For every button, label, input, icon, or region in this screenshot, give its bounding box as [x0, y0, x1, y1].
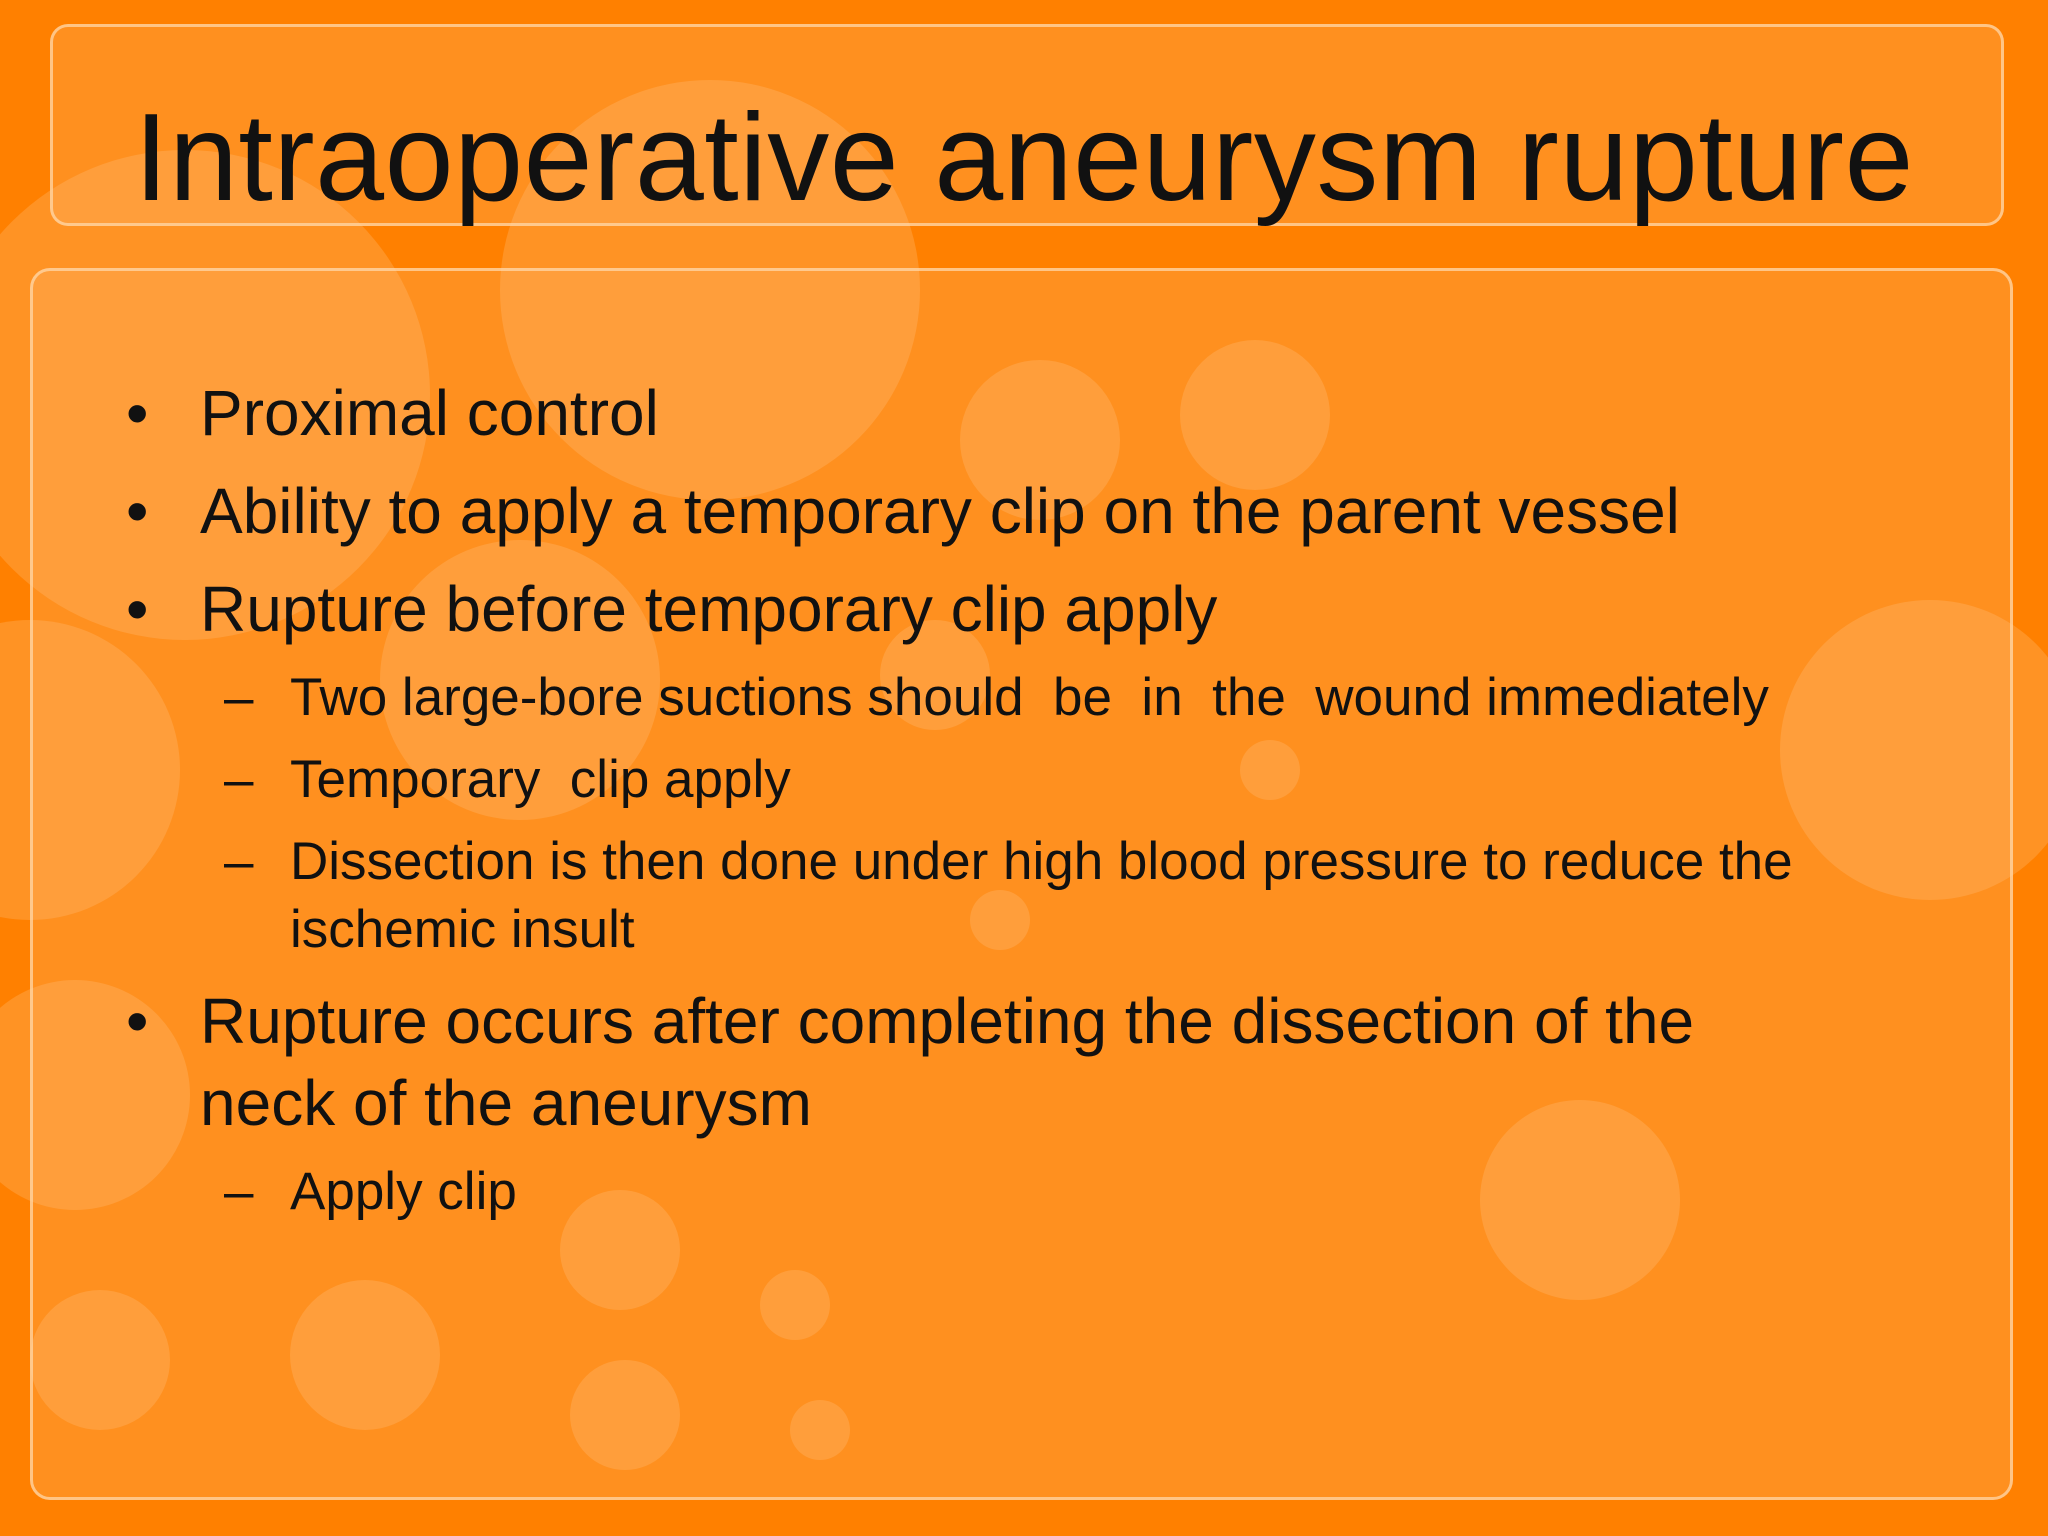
- sub-bullet-text-line-2: ischemic insult: [290, 900, 635, 959]
- sub-bullet-marker: –: [224, 750, 254, 809]
- sub-bullet-marker: –: [224, 668, 254, 727]
- bullet-marker: •: [126, 377, 149, 449]
- bullet-text: Proximal control: [200, 377, 659, 449]
- bullet-marker: •: [126, 475, 149, 547]
- sub-bullet-text: Apply clip: [290, 1162, 517, 1221]
- sub-bullet-text: Temporary clip apply: [290, 750, 791, 809]
- bullet-text: Ability to apply a temporary clip on the parent vessel: [200, 475, 1680, 547]
- sub-bullet-text: Two large-bore suctions should be in the wound immediately: [290, 668, 1769, 727]
- sub-bullet-marker: –: [224, 1162, 254, 1221]
- bullet-text-line-2: neck of the aneurysm: [200, 1067, 812, 1139]
- bullet-text: Rupture before temporary clip apply: [200, 573, 1218, 645]
- bullet-text-line-1: Rupture occurs after completing the dissection of the: [200, 985, 1695, 1057]
- sub-bullet-text-line-1: Dissection is then done under high blood pressure to reduce the: [290, 832, 1793, 891]
- bullet-marker: •: [126, 985, 149, 1057]
- sub-bullet-marker: –: [224, 832, 254, 891]
- bullet-marker: •: [126, 573, 149, 645]
- slide-title: Intraoperative aneurysm rupture: [134, 89, 1914, 227]
